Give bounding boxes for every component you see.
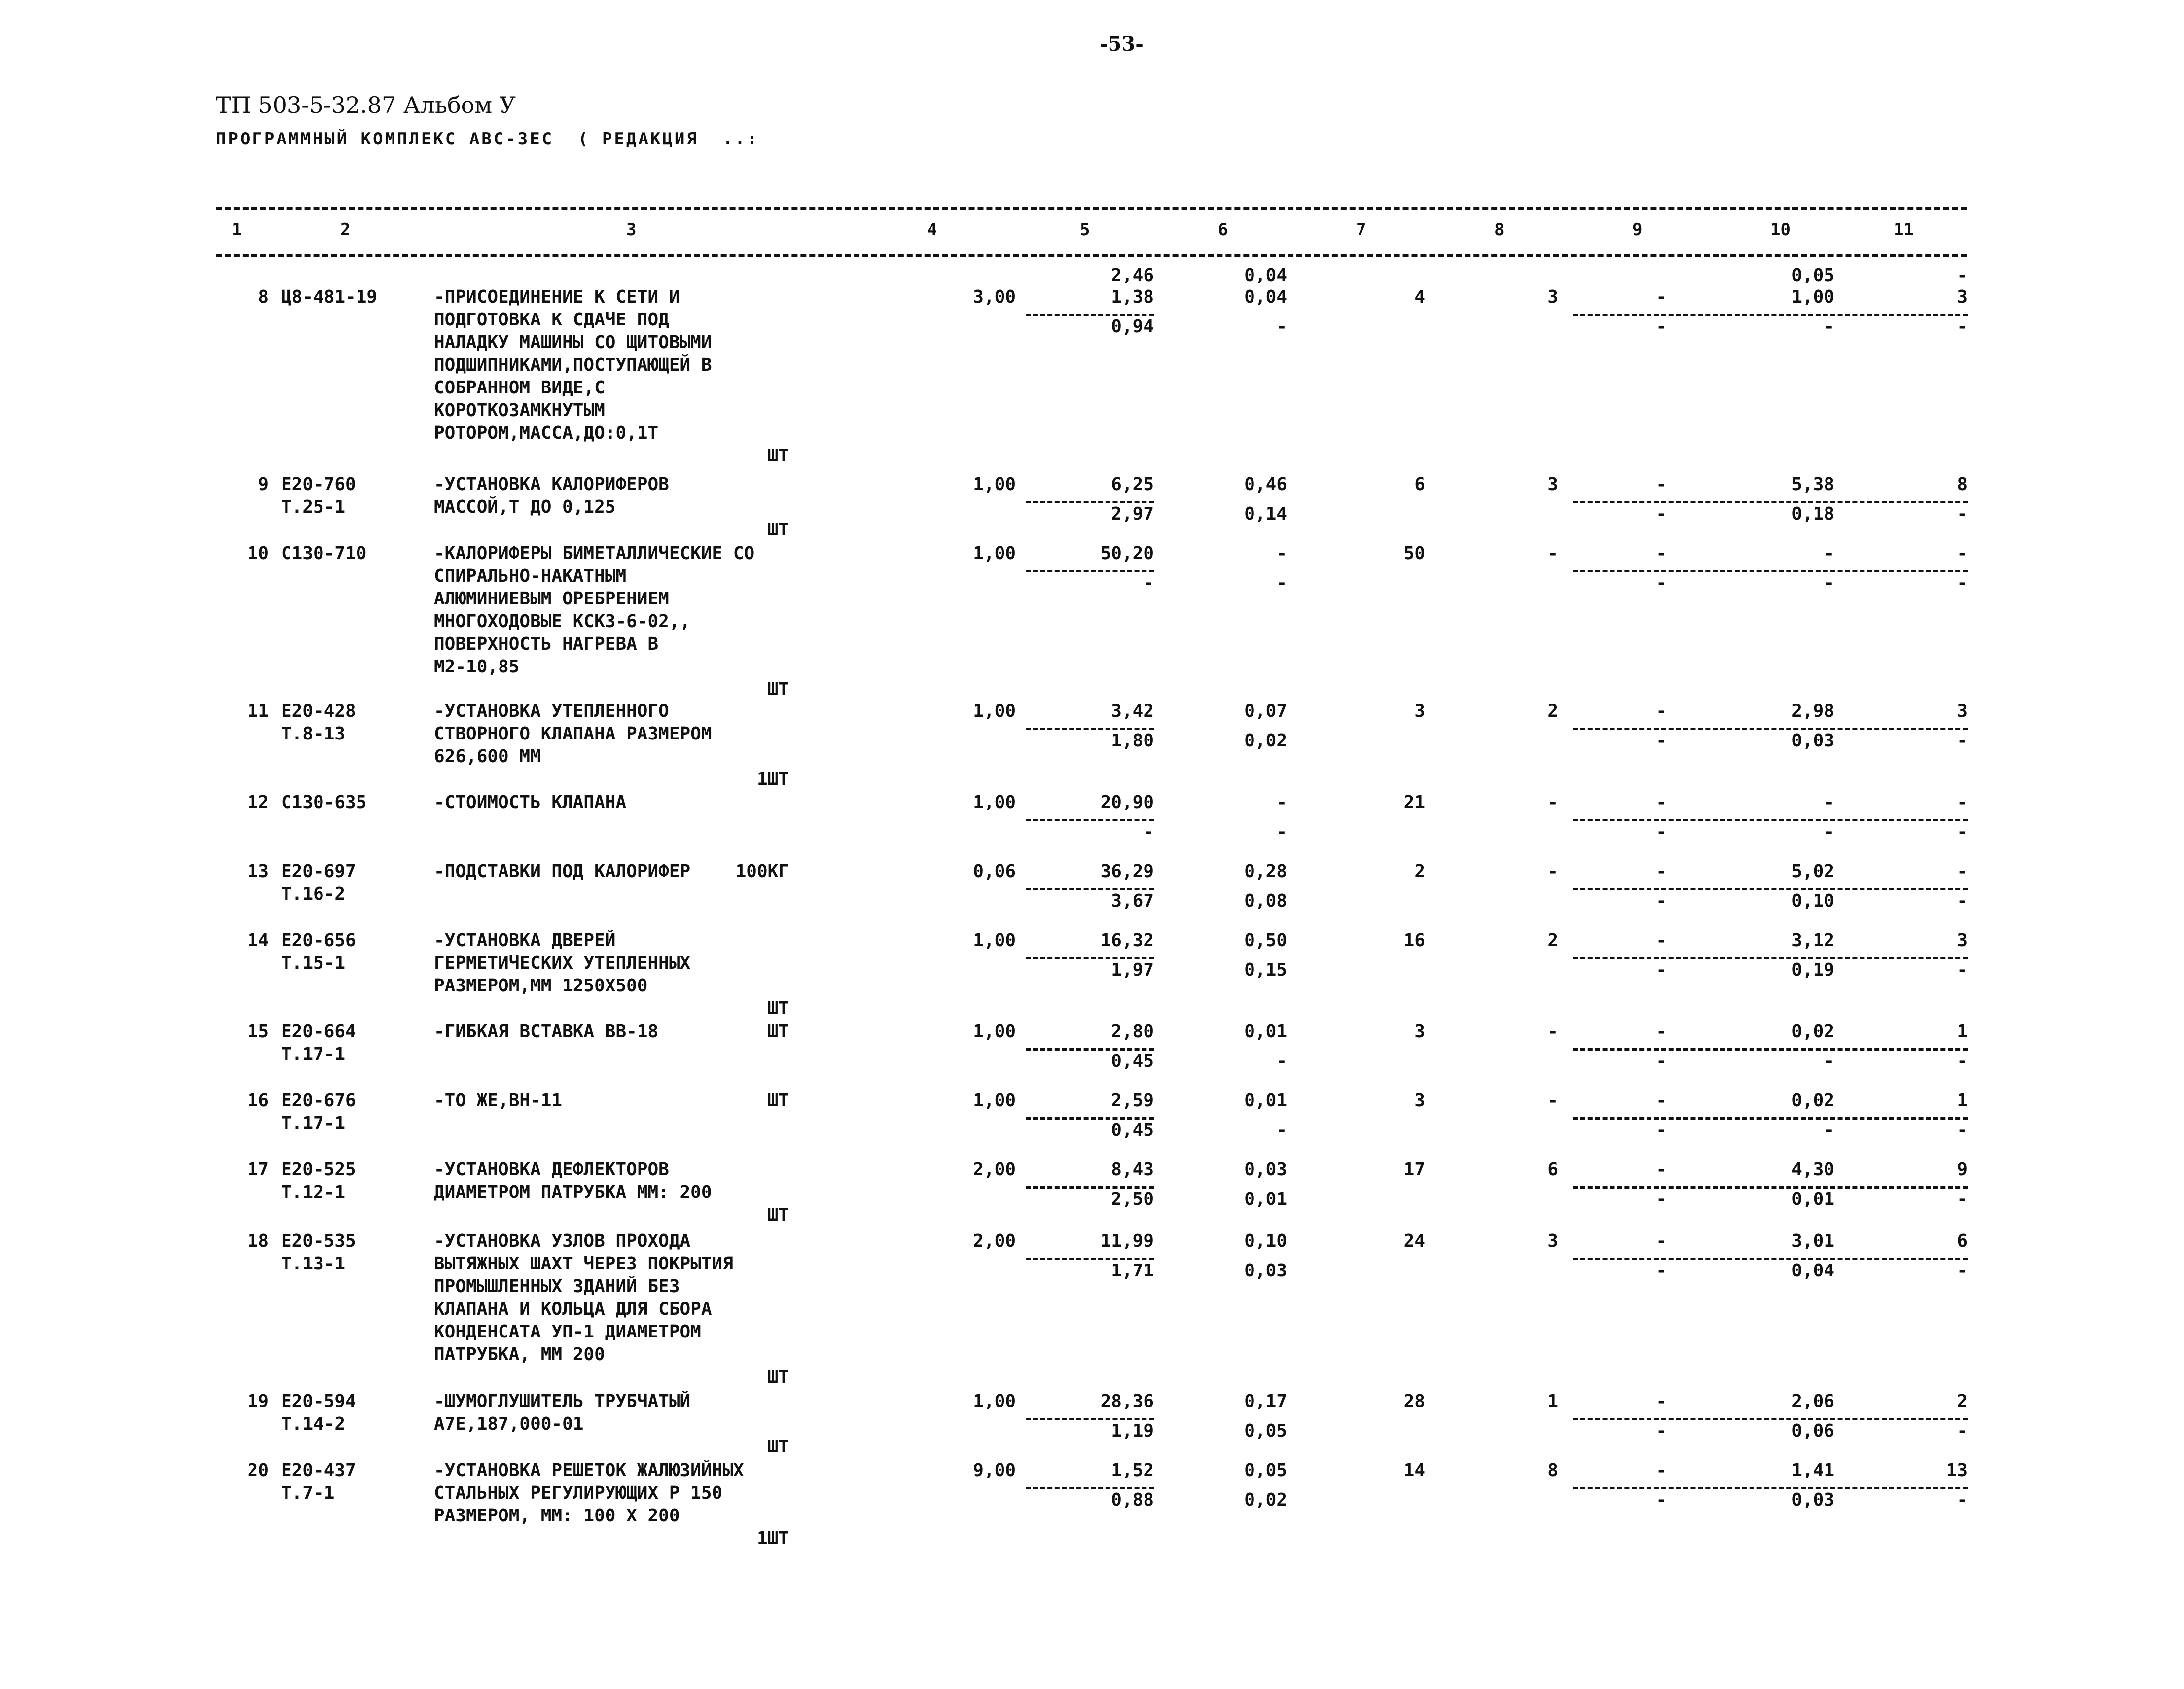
row-unit: ШТ [767,1091,789,1111]
col11-value: 1 [1957,1091,1968,1111]
col6-value: 0,10 [1244,1231,1287,1251]
col7-value: 3 [1414,1091,1425,1111]
row-number: 8 [258,287,269,307]
col9-value: - [1656,1160,1667,1180]
col4-quantity: 2,00 [973,1160,1016,1180]
col9-value: - [1656,1231,1667,1251]
sub-value-col5: 1,80 [1111,731,1154,751]
col4-quantity: 1,00 [973,1091,1016,1111]
sub-value-col5: 0,88 [1111,1490,1154,1510]
sub-value-col5: 0,45 [1111,1051,1154,1071]
sub-value-col11: - [1957,1261,1968,1281]
col5-value: 6,25 [1111,474,1154,494]
col7-value: 50 [1403,543,1425,563]
row-code: С130-710 [281,543,367,563]
col7-value: 28 [1403,1391,1425,1411]
sub-value-col10: - [1824,1051,1834,1071]
row-description: -УСТАНОВКА ДЕФЛЕКТОРОВ ДИАМЕТРОМ ПАТРУБКА ММ: 200 [434,1160,712,1202]
sub-value-col5: 2,50 [1111,1189,1154,1209]
col4-quantity: 0,06 [973,861,1016,881]
sub-value-col9: - [1656,1051,1667,1071]
col8-value: - [1547,792,1558,812]
col6-value: 0,01 [1244,1091,1287,1111]
column-header-3: 3 [626,220,637,240]
row-code-table: Т.8-13 [281,724,346,744]
col10-value: 0,02 [1791,1091,1834,1111]
header-bottom-rule [216,254,1967,257]
row-code-table: Т.17-1 [281,1113,346,1133]
col4-quantity: 1,00 [973,701,1016,721]
col5-value: 50,20 [1100,543,1154,563]
column-header-4: 4 [927,220,937,240]
sub-value-col6: 0,02 [1244,731,1287,751]
sub-value-col10: 0,04 [1791,1261,1834,1281]
column-header-6: 6 [1218,220,1228,240]
col8-value: 2 [1547,930,1558,950]
row-number: 14 [247,930,269,950]
sub-value-col11: - [1957,1490,1968,1510]
col4-quantity: 1,00 [973,1021,1016,1042]
row-description: -УСТАНОВКА УТЕПЛЕННОГО СТВОРНОГО КЛАПАНА РАЗМЕРОМ 626,600 ММ [434,701,712,767]
sub-value-col11: - [1957,317,1968,337]
col8-value: 3 [1547,474,1558,494]
col4-quantity: 1,00 [973,930,1016,950]
sub-value-col9: - [1656,573,1667,593]
sub-value-col9: - [1656,731,1667,751]
row-unit: ШТ [767,520,789,540]
sub-value-col9: - [1656,1490,1667,1510]
col7-value: 2 [1414,861,1425,881]
sub-value-col10: - [1824,822,1834,842]
row-code: Е20-535 [281,1231,356,1251]
col11-value: - [1957,861,1968,881]
col10-value: 4,30 [1791,1160,1834,1180]
row-code: Е20-697 [281,861,356,881]
sub-value-col10: 0,10 [1791,891,1834,911]
col8-value: 3 [1547,287,1558,307]
row-unit: ШТ [767,1437,789,1457]
col9-value: - [1656,1460,1667,1480]
row-description: -ШУМОГЛУШИТЕЛЬ ТРУБЧАТЫЙ А7Е,187,000-01 [434,1391,691,1434]
row-description: -УСТАНОВКА КАЛОРИФЕРОВ МАССОЙ,Т ДО 0,125 [434,474,669,517]
col11-value: 2 [1957,1391,1968,1411]
col7-value: 24 [1403,1231,1425,1251]
col7-value: 6 [1414,474,1425,494]
col5-value: 2,59 [1111,1091,1154,1111]
col9-value: - [1656,792,1667,812]
row-separator-right [1573,1117,1968,1120]
sub-value-col11: - [1957,1120,1968,1140]
col5-value: 3,42 [1111,701,1154,721]
row-description: -ПРИСОЕДИНЕНИЕ К СЕТИ И ПОДГОТОВКА К СДАЧЕ ПОД НАЛАДКУ МАШИНЫ СО ЩИТОВЫМИ ПОДШИПНИКАМИ,ПОСТУПАЮЩЕЙ В СОБРАННОМ ВИДЕ,С КОРОТКОЗАМКНУТЫМ РОТОРОМ,МАССА,ДО:0,1Т [434,287,712,443]
col6-value: 0,28 [1244,861,1287,881]
row-unit: ШТ [767,1205,789,1225]
col10-value: 1,00 [1791,287,1834,307]
row-description: -ГИБКАЯ ВСТАВКА ВВ-18 [434,1021,659,1042]
col4-quantity: 3,00 [973,287,1016,307]
row-description: -ТО ЖЕ,ВН-11 [434,1091,563,1111]
sub-value-col6: 0,15 [1244,960,1287,980]
sub-value-col9: - [1656,317,1667,337]
row-number: 10 [247,543,269,563]
row-separator-right [1573,570,1968,572]
sub-value-col6: 0,03 [1244,1261,1287,1281]
col11-value: 9 [1957,1160,1968,1180]
sub-value-col11: - [1957,891,1968,911]
sub-value-col10: - [1824,317,1834,337]
row-code: Е20-676 [281,1091,356,1111]
row-code: Ц8-481-19 [281,287,378,307]
row-separator-right [1573,888,1968,890]
row-code: Е20-664 [281,1021,356,1042]
row-unit: 1ШТ [756,769,789,789]
col9-value: - [1656,861,1667,881]
sub-value-col6: 0,02 [1244,1490,1287,1510]
row-separator-right [1573,1186,1968,1189]
column-header-7: 7 [1356,220,1366,240]
col10-value: 3,12 [1791,930,1834,950]
sub-value-col6: 0,05 [1244,1421,1287,1441]
sub-value-col5: 1,19 [1111,1421,1154,1441]
sub-value-col5: 1,97 [1111,960,1154,980]
sub-value-col5: 2,97 [1111,504,1154,524]
row-number: 19 [247,1391,269,1411]
row-unit: ШТ [767,679,789,700]
column-header-8: 8 [1494,220,1504,240]
sub-value-col11: - [1957,1051,1968,1071]
row-unit: 100КГ [735,861,789,881]
col5-value: 36,29 [1100,861,1154,881]
row-unit: ШТ [767,446,789,466]
sub-value-col9: - [1656,891,1667,911]
col9-value: - [1656,474,1667,494]
column-header-5: 5 [1080,220,1090,240]
col8-value: 6 [1547,1160,1558,1180]
sub-value-col10: 0,19 [1791,960,1834,980]
col11-value: 6 [1957,1231,1968,1251]
col4-quantity: 9,00 [973,1460,1016,1480]
row-code: Е20-594 [281,1391,356,1411]
row-number: 16 [247,1091,269,1111]
column-header-11: 11 [1894,220,1914,240]
col10-value: - [1824,792,1834,812]
col4-quantity: 1,00 [973,1391,1016,1411]
sub-value-col9: - [1656,822,1667,842]
sub-value-col10: - [1824,1120,1834,1140]
col5-value: 20,90 [1100,792,1154,812]
pre-value-col5: 2,46 [1111,265,1154,285]
col4-quantity: 1,00 [973,474,1016,494]
col5-value: 1,52 [1111,1460,1154,1480]
row-code-table: Т.17-1 [281,1044,346,1064]
sub-value-col11: - [1957,504,1968,524]
col10-value: 5,38 [1791,474,1834,494]
col5-value: 28,36 [1100,1391,1154,1411]
col6-value: - [1276,792,1287,812]
row-description: -ПОДСТАВКИ ПОД КАЛОРИФЕР [434,861,691,881]
row-code-table: Т.14-2 [281,1414,346,1434]
col6-value: - [1276,543,1287,563]
sub-value-col10: - [1824,573,1834,593]
col9-value: - [1656,543,1667,563]
col10-value: 2,06 [1791,1391,1834,1411]
sub-value-col5: 0,45 [1111,1120,1154,1140]
row-separator-right [1573,1048,1968,1051]
col4-quantity: 2,00 [973,1231,1016,1251]
col8-value: 8 [1547,1460,1558,1480]
col9-value: - [1656,930,1667,950]
sub-value-col9: - [1656,960,1667,980]
header-top-rule [216,207,1967,210]
col6-value: 0,03 [1244,1160,1287,1180]
sub-value-col10: 0,03 [1791,1490,1834,1510]
col8-value: 3 [1547,1231,1558,1251]
row-number: 15 [247,1021,269,1042]
col6-value: 0,07 [1244,701,1287,721]
sub-value-col5: - [1143,822,1154,842]
col11-value: - [1957,792,1968,812]
column-header-10: 10 [1770,220,1790,240]
row-code: Е20-525 [281,1160,356,1180]
sub-value-col9: - [1656,1261,1667,1281]
col5-value: 2,80 [1111,1021,1154,1042]
col10-value: 2,98 [1791,701,1834,721]
col7-value: 16 [1403,930,1425,950]
page-number: -53- [1100,33,1144,56]
col5-value: 11,99 [1100,1231,1154,1251]
column-header-1: 1 [232,220,242,240]
col9-value: - [1656,287,1667,307]
sub-value-col9: - [1656,1120,1667,1140]
sub-value-col11: - [1957,1189,1968,1209]
sub-value-col6: - [1276,822,1287,842]
sub-value-col5: - [1143,573,1154,593]
col6-value: 0,04 [1244,287,1287,307]
row-number: 9 [258,474,269,494]
col6-value: 0,05 [1244,1460,1287,1480]
col8-value: - [1547,543,1558,563]
col10-value: 3,01 [1791,1231,1834,1251]
row-description: -СТОИМОСТЬ КЛАПАНА [434,792,627,812]
sub-value-col6: - [1276,573,1287,593]
col11-value: 8 [1957,474,1968,494]
col7-value: 4 [1414,287,1425,307]
sub-value-col9: - [1656,504,1667,524]
row-separator-right [1573,501,1968,503]
row-number: 12 [247,792,269,812]
row-code: Е20-760 [281,474,356,494]
col8-value: - [1547,1091,1558,1111]
sub-value-col6: - [1276,1120,1287,1140]
row-code-table: Т.7-1 [281,1483,335,1503]
sub-value-col9: - [1656,1421,1667,1441]
row-number: 18 [247,1231,269,1251]
sub-value-col11: - [1957,731,1968,751]
program-line: ПРОГРАММНЫЙ КОМПЛЕКС АВС-3ЕС ( РЕДАКЦИЯ ..: [216,129,759,149]
col9-value: - [1656,1021,1667,1042]
col10-value: 5,02 [1791,861,1834,881]
row-separator-right [1573,1258,1968,1260]
row-description: -УСТАНОВКА РЕШЕТОК ЖАЛЮЗИЙНЫХ СТАЛЬНЫХ РЕГУЛИРУЮЩИХ Р 150 РАЗМЕРОМ, ММ: 100 Х 200 [434,1460,744,1526]
col10-value: 0,02 [1791,1021,1834,1042]
col6-value: 0,17 [1244,1391,1287,1411]
row-code: Е20-428 [281,701,356,721]
row-unit: ШТ [767,1367,789,1387]
sub-value-col10: 0,01 [1791,1189,1834,1209]
col9-value: - [1656,1091,1667,1111]
pre-value-col11: - [1957,265,1968,285]
row-separator-right [1573,314,1968,316]
sub-value-col5: 1,71 [1111,1261,1154,1281]
row-code: Е20-656 [281,930,356,950]
row-separator-right [1573,819,1968,821]
col6-value: 0,50 [1244,930,1287,950]
sub-value-col11: - [1957,573,1968,593]
col4-quantity: 1,00 [973,543,1016,563]
sub-value-col6: 0,08 [1244,891,1287,911]
col9-value: - [1656,1391,1667,1411]
sub-value-col5: 0,94 [1111,317,1154,337]
row-code-table: Т.12-1 [281,1182,346,1202]
sub-value-col11: - [1957,960,1968,980]
col8-value: 2 [1547,701,1558,721]
col4-quantity: 1,00 [973,792,1016,812]
row-separator-left [1026,570,1154,572]
col10-value: 1,41 [1791,1460,1834,1480]
sub-value-col6: 0,14 [1244,504,1287,524]
col7-value: 17 [1403,1160,1425,1180]
row-separator-right [1573,957,1968,959]
col7-value: 3 [1414,701,1425,721]
col8-value: 1 [1547,1391,1558,1411]
col11-value: 3 [1957,287,1968,307]
row-separator-left [1026,819,1154,821]
col11-value: 3 [1957,930,1968,950]
sub-value-col6: 0,01 [1244,1189,1287,1209]
row-separator-right [1573,728,1968,730]
col7-value: 21 [1403,792,1425,812]
sub-value-col6: - [1276,317,1287,337]
sub-value-col11: - [1957,822,1968,842]
col8-value: - [1547,861,1558,881]
col9-value: - [1656,701,1667,721]
row-description: -УСТАНОВКА ДВЕРЕЙ ГЕРМЕТИЧЕСКИХ УТЕПЛЕННЫХ РАЗМЕРОМ,ММ 1250Х500 [434,930,691,996]
col6-value: 0,46 [1244,474,1287,494]
col6-value: 0,01 [1244,1021,1287,1042]
column-header-9: 9 [1632,220,1643,240]
row-description: -УСТАНОВКА УЗЛОВ ПРОХОДА ВЫТЯЖНЫХ ШАХТ ЧЕРЕЗ ПОКРЫТИЯ ПРОМЫШЛЕННЫХ ЗДАНИЙ БЕЗ КЛАПАНА И КОЛЬЦА ДЛЯ СБОРА КОНДЕНСАТА УП-1 ДИАМЕТРОМ ПАТРУБКА, ММ 200 [434,1231,733,1365]
sub-value-col10: 0,18 [1791,504,1834,524]
sub-value-col6: - [1276,1051,1287,1071]
row-separator-right [1573,1487,1968,1489]
row-number: 17 [247,1160,269,1180]
row-unit: ШТ [767,998,789,1019]
col11-value: 13 [1946,1460,1968,1480]
document-title: ТП 503-5-32.87 Альбом У [216,92,516,118]
sub-value-col10: 0,06 [1791,1421,1834,1441]
col5-value: 8,43 [1111,1160,1154,1180]
col8-value: - [1547,1021,1558,1042]
row-code-table: Т.16-2 [281,884,346,904]
column-header-2: 2 [340,220,351,240]
row-unit: 1ШТ [756,1528,789,1548]
col10-value: - [1824,543,1834,563]
row-description: -КАЛОРИФЕРЫ БИМЕТАЛЛИЧЕСКИЕ СО СПИРАЛЬНО-НАКАТНЫМ АЛЮМИНИЕВЫМ ОРЕБРЕНИЕМ МНОГОХОДОВЫЕ КСК3-6-02,, ПОВЕРХНОСТЬ НАГРЕВА В М2-10,85 [434,543,755,677]
col7-value: 3 [1414,1021,1425,1042]
col11-value: 3 [1957,701,1968,721]
row-code-table: Т.15-1 [281,953,346,973]
sub-value-col5: 3,67 [1111,891,1154,911]
row-number: 20 [247,1460,269,1480]
row-code-table: Т.13-1 [281,1254,346,1274]
row-separator-right [1573,1418,1968,1420]
row-code: Е20-437 [281,1460,356,1480]
sub-value-col10: 0,03 [1791,731,1834,751]
row-number: 13 [247,861,269,881]
col7-value: 14 [1403,1460,1425,1480]
pre-value-col10: 0,05 [1791,265,1834,285]
row-code-table: Т.25-1 [281,497,346,517]
row-number: 11 [247,701,269,721]
col11-value: - [1957,543,1968,563]
pre-value-col6: 0,04 [1244,265,1287,285]
col5-value: 1,38 [1111,287,1154,307]
row-unit: ШТ [767,1021,789,1042]
col11-value: 1 [1957,1021,1968,1042]
row-code: С130-635 [281,792,367,812]
sub-value-col9: - [1656,1189,1667,1209]
sub-value-col11: - [1957,1421,1968,1441]
col5-value: 16,32 [1100,930,1154,950]
